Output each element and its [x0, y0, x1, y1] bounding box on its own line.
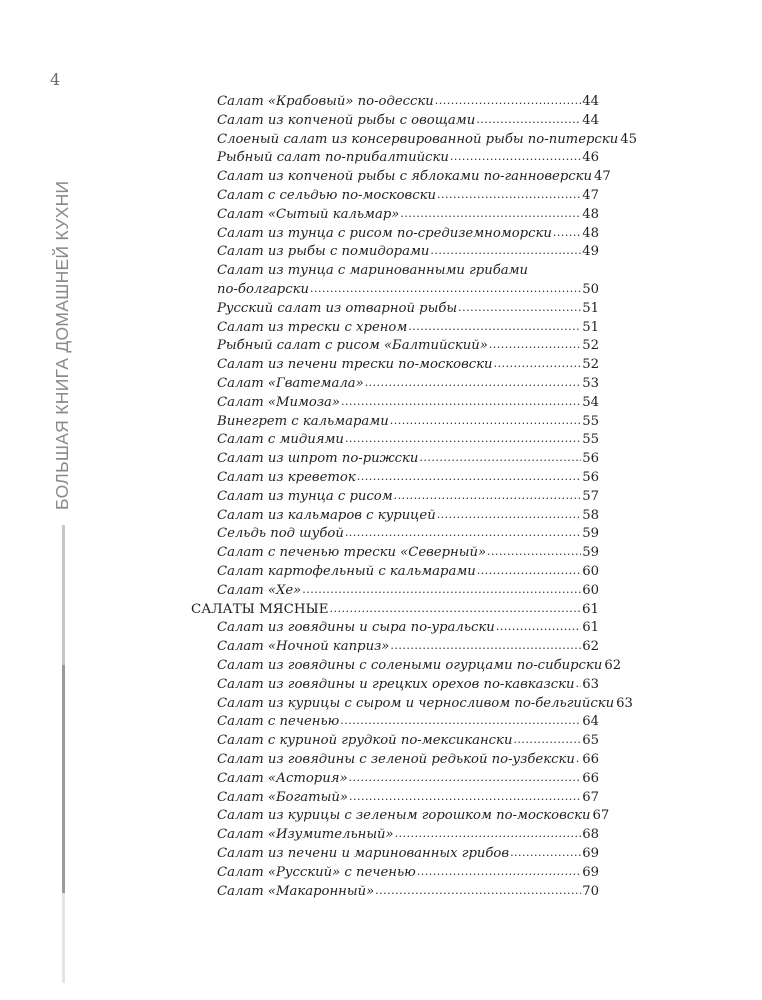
toc-dot-leader: [476, 110, 581, 129]
toc-entry-first-line: [217, 261, 599, 280]
toc-dot-leader: [477, 561, 581, 580]
toc-dot-leader: [390, 636, 581, 655]
toc-entry-title: Салат картофельный с кальмарами: [217, 564, 476, 579]
toc-page-number: 56: [582, 470, 599, 485]
toc-dot-leader: [430, 241, 581, 260]
toc-entry-title: Сельдь под шубой: [217, 526, 344, 542]
toc-page-number: 48: [582, 206, 599, 222]
toc-dot-leader: [437, 505, 582, 524]
toc-page-number: 64: [582, 714, 599, 730]
toc-page-number: 63: [582, 676, 599, 692]
toc-page-number: 65: [582, 733, 599, 749]
toc-entry: [217, 524, 599, 543]
toc-entry-title: Салат «Ночной каприз»: [217, 639, 390, 655]
toc-page-number: 47: [594, 169, 611, 185]
toc-dot-leader: [496, 617, 581, 636]
toc-page-number: 51: [582, 300, 599, 316]
toc-page-number: 50: [582, 282, 599, 297]
toc-entry: [217, 374, 599, 393]
toc-page-number: 44: [582, 112, 599, 128]
toc-page-number: 48: [582, 225, 599, 241]
toc-page-number: 61: [582, 620, 599, 636]
toc-dot-leader: [375, 881, 581, 900]
toc-entry: [217, 186, 599, 205]
toc-dot-leader: [357, 467, 582, 486]
page-number: 4: [50, 70, 61, 89]
toc-entry-title: Салат из трески с хреном: [217, 319, 408, 335]
toc-dot-leader: [329, 599, 580, 618]
toc-page-number: 47: [582, 188, 599, 203]
toc-entry: [217, 731, 599, 750]
toc-entry-title: Салат из тунца с рисом: [217, 488, 393, 504]
toc-entry-title: Салат из кальмаров с курицей: [217, 507, 436, 523]
toc-page-number: 67: [592, 808, 610, 824]
toc-entry: [217, 92, 599, 111]
toc-entry-title: Винегрет с кальмарами: [217, 413, 389, 429]
toc-page-number: 55: [582, 432, 599, 448]
toc-entry-title: Салат из креветок: [217, 470, 356, 485]
toc-entry: [217, 618, 599, 637]
toc-dot-leader: [494, 354, 582, 373]
toc-entry: [217, 543, 599, 562]
toc-entry: [217, 130, 637, 149]
toc-page-number: 62: [604, 658, 622, 673]
toc-entry-title: Салат из печени трески по-московски: [217, 357, 493, 373]
toc-dot-leader: [310, 279, 581, 298]
toc-entry-title: Салат из курицы с зеленым горошком по-московски: [217, 808, 591, 824]
toc-page-number: 58: [582, 507, 599, 523]
toc-page-number: 59: [582, 545, 599, 561]
toc-entry: [217, 506, 599, 525]
toc-entry-title: Салат из шпрот по-рижски: [217, 451, 419, 467]
toc-entry-title: Салат из говядины с солеными огурцами по-сибирски: [217, 658, 603, 673]
toc-entry-title: Салат из курицы с сыром и черносливом по-бельгийски: [217, 695, 615, 711]
toc-entry: [217, 825, 599, 844]
toc-entry-title: Салат «Изумительный»: [217, 827, 394, 843]
toc-dot-leader: [408, 317, 581, 336]
toc-entry: [217, 355, 599, 374]
toc-entry: [217, 788, 599, 807]
toc-entry-title: Салат из тунца с маринованными грибами: [217, 263, 529, 279]
toc-entry-title: Салат из печени и маринованных грибов: [217, 846, 510, 861]
toc-entry-title: Салат из тунца с рисом по-средиземноморски: [217, 225, 552, 241]
toc-entry: [217, 111, 599, 130]
toc-dot-leader: [435, 91, 581, 110]
toc-dot-leader: [341, 392, 581, 411]
toc-dot-leader: [365, 373, 582, 392]
toc-entry-title: Салат «Гватемала»: [217, 376, 364, 391]
toc-page-number: 51: [582, 319, 599, 335]
toc-dot-leader: [513, 730, 581, 749]
toc-dot-leader: [395, 824, 582, 843]
toc-dot-leader: [349, 768, 582, 787]
toc-dot-leader: [302, 580, 581, 599]
toc-page-number: 60: [582, 582, 599, 598]
toc-page-number: 67: [582, 789, 599, 805]
toc-entry: [217, 675, 599, 694]
toc-entry: [217, 242, 599, 261]
toc-entry-title: Салат из говядины и сыра по-уральски: [217, 620, 495, 636]
toc-section-title: САЛАТЫ МЯСНЫЕ: [191, 601, 329, 617]
toc-page-number: 52: [582, 338, 599, 354]
toc-dot-leader: [419, 448, 581, 467]
toc-entry: [217, 468, 599, 487]
toc-dot-leader: [458, 298, 581, 317]
toc-entry: [217, 393, 599, 412]
toc-entry: [217, 694, 633, 713]
side-bar-upper: [62, 525, 65, 665]
toc-entry-title: Салат «Русский» с печенью: [217, 864, 416, 880]
toc-page-number: 68: [582, 827, 599, 843]
toc-entry: [217, 336, 599, 355]
toc-entry-title: Салат с печенью трески «Северный»: [217, 545, 487, 561]
toc-entry-title: Салат «Мимоза»: [217, 394, 340, 410]
toc-page-number: 60: [582, 564, 599, 579]
toc-entry-title: Салат «Макаронный»: [217, 883, 375, 899]
toc-entry: [217, 148, 599, 167]
toc-entry: [217, 167, 611, 186]
toc-entry: [217, 318, 599, 337]
toc-page-number: 63: [616, 695, 633, 711]
toc-entry: [217, 712, 599, 731]
toc-entry-title: Рыбный салат с рисом «Балтийский»: [217, 338, 488, 354]
toc-entry: [217, 205, 599, 224]
toc-dot-leader: [340, 711, 581, 730]
toc-page-number: 69: [582, 846, 599, 861]
toc-dot-leader: [553, 223, 581, 242]
toc-entry: [217, 581, 599, 600]
toc-dot-leader: [487, 542, 581, 561]
toc-page-number: 56: [582, 451, 599, 467]
toc-page-number: 52: [582, 357, 599, 373]
toc-entry-title: Салат из копченой рыбы с яблоками по-ганноверски: [217, 169, 593, 185]
toc-entry-title: Рыбный салат по-прибалтийски: [217, 150, 449, 166]
toc-section-heading: [191, 600, 599, 619]
toc-dot-leader: [345, 429, 581, 448]
toc-entry: [217, 806, 610, 825]
toc-entry-title: Салат «Астория»: [217, 770, 348, 786]
toc-dot-leader: [576, 749, 581, 768]
toc-entry-title: Салат с печенью: [217, 714, 340, 730]
toc-dot-leader: [345, 523, 581, 542]
toc-entry: [217, 562, 599, 581]
toc-page-number: 62: [582, 639, 599, 655]
toc-dot-leader: [390, 411, 582, 430]
toc-page-number: 69: [582, 864, 599, 880]
toc-entry-title: Салат с сельдью по-московски: [217, 188, 436, 203]
toc-page-number: 66: [582, 752, 599, 767]
toc-entry: [217, 769, 599, 788]
toc-entry: [217, 863, 599, 882]
toc-page-number: 46: [582, 150, 599, 166]
toc-entry: [217, 637, 599, 656]
side-bar-lower: [62, 665, 65, 893]
running-title-text: БОЛЬШАЯ КНИГА ДОМАШНЕЙ КУХНИ: [52, 180, 72, 510]
toc-dot-leader: [489, 335, 581, 354]
toc-page-number: 61: [581, 601, 599, 617]
toc-entry-title: Салат из говядины с зеленой редькой по-узбекски: [217, 752, 575, 767]
toc-entry: [217, 224, 599, 243]
toc-entry: [217, 449, 599, 468]
toc-entry: [217, 882, 599, 901]
toc-dot-leader: [575, 674, 581, 693]
toc-entry-title: Салат с мидиями: [217, 432, 344, 448]
toc-entry: [217, 656, 622, 675]
toc-entry: [217, 430, 599, 449]
toc-page-number: 59: [582, 526, 599, 542]
toc-entry-title: Салат «Сытый кальмар»: [217, 206, 400, 222]
toc-dot-leader: [394, 486, 582, 505]
toc-entry-title: Салат из говядины и грецких орехов по-кавказски: [217, 676, 575, 692]
toc-page-number: 55: [582, 413, 599, 429]
toc-entry-title: Салат из копченой рыбы с овощами: [217, 112, 476, 128]
toc-page-number: 66: [582, 770, 599, 786]
toc-dot-leader: [349, 787, 581, 806]
toc-entry-title: по-болгарски: [217, 282, 309, 297]
toc-entry-title: Слоеный салат из консервированной рыбы по-питерски: [217, 131, 619, 147]
toc-page-number: 54: [582, 394, 599, 410]
toc-entry: [217, 412, 599, 431]
toc-dot-leader: [450, 147, 581, 166]
toc-entry-title: Салат «Крабовый» по-одесски: [217, 94, 434, 109]
toc-dot-leader: [417, 862, 581, 881]
toc-entry-title: Салат «Богатый»: [217, 789, 348, 805]
toc-page-number: 57: [582, 488, 599, 504]
toc-entry-title: Салат с куриной грудкой по-мексикански: [217, 733, 513, 749]
toc-entry-title: Салат из рыбы с помидорами: [217, 244, 430, 260]
side-bar-tail: [62, 893, 65, 983]
toc-page-number: 53: [582, 376, 599, 391]
toc-entry-title: Салат «Хе»: [217, 582, 302, 598]
toc-dot-leader: [510, 843, 581, 862]
toc-entry: [217, 299, 599, 318]
toc-entry: [217, 844, 599, 863]
toc-entry: [217, 280, 599, 299]
toc-dot-leader: [400, 204, 581, 223]
toc-page-number: 45: [620, 131, 637, 147]
toc-entry: [217, 487, 599, 506]
toc-page-number: 49: [582, 244, 599, 260]
toc-page-number: 44: [582, 94, 599, 109]
toc-entry-title: Русский салат из отварной рыбы: [217, 300, 458, 316]
toc-dot-leader: [437, 185, 581, 204]
toc-page-number: 70: [582, 883, 599, 899]
toc-entry: [217, 750, 599, 769]
